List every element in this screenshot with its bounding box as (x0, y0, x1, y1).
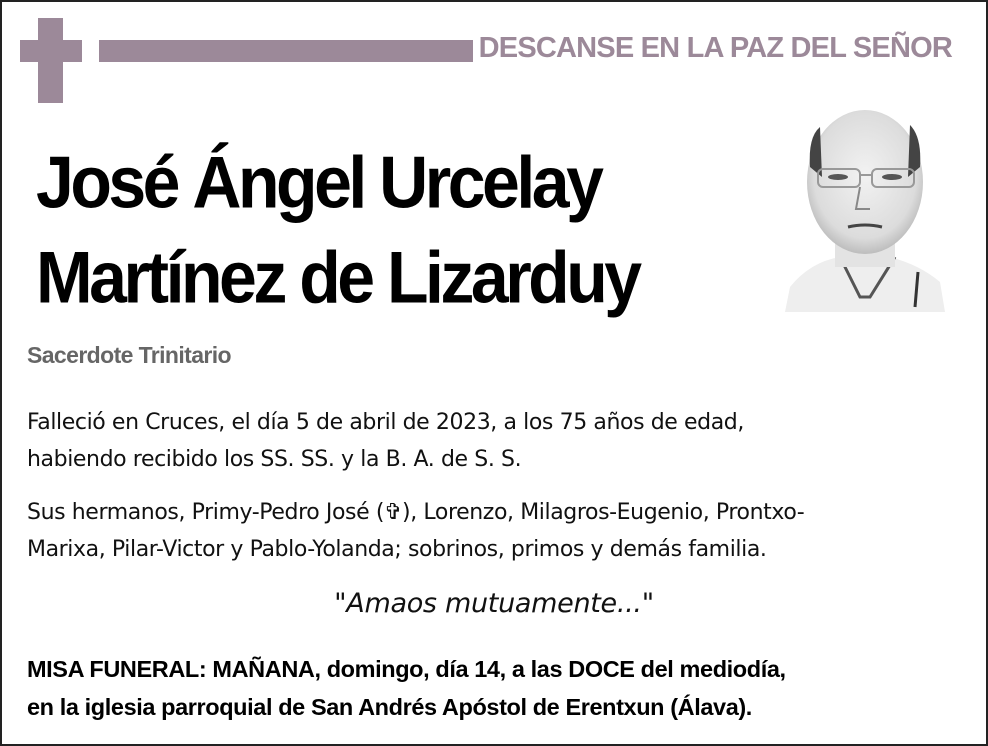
funeral-details (27, 650, 786, 726)
family-line-2: Marixa, Pilar-Victor y Pablo-Yolanda; sobrinos, primos y demás familia. (27, 537, 767, 562)
death-notice (27, 404, 744, 478)
funeral-line-1: MISA FUNERAL: MAÑANA, domingo, día 14, a las DOCE del mediodía, (27, 656, 786, 682)
quote: "Amaos mutuamente..." (334, 588, 654, 619)
funeral-line-2: en la iglesia parroquial de San Andrés Apóstol de Erentxun (Álava). (27, 694, 752, 720)
family-list (27, 494, 804, 568)
family-line-1: Sus hermanos, Primy-Pedro José (✞), Lorenzo, Milagros-Eugenio, Prontxo- (27, 500, 805, 525)
header-divider-bar (99, 40, 473, 62)
deceased-title: Sacerdote Trinitario (27, 342, 232, 368)
name-line-1: José Ángel Urcelay (36, 141, 601, 224)
cross-icon-arm (20, 40, 82, 62)
death-notice-line-2: habiendo recibido los SS. SS. y la B. A. de S. S. (27, 447, 522, 472)
death-notice-line-1: Falleció en Cruces, el día 5 de abril de 2023, a los 75 años de edad, (27, 410, 744, 435)
deceased-name (36, 135, 639, 325)
name-line-2: Martínez de Lizarduy (36, 236, 639, 319)
portrait-photo (780, 97, 950, 312)
rip-heading: DESCANSE EN LA PAZ DEL SEÑOR (478, 32, 952, 64)
